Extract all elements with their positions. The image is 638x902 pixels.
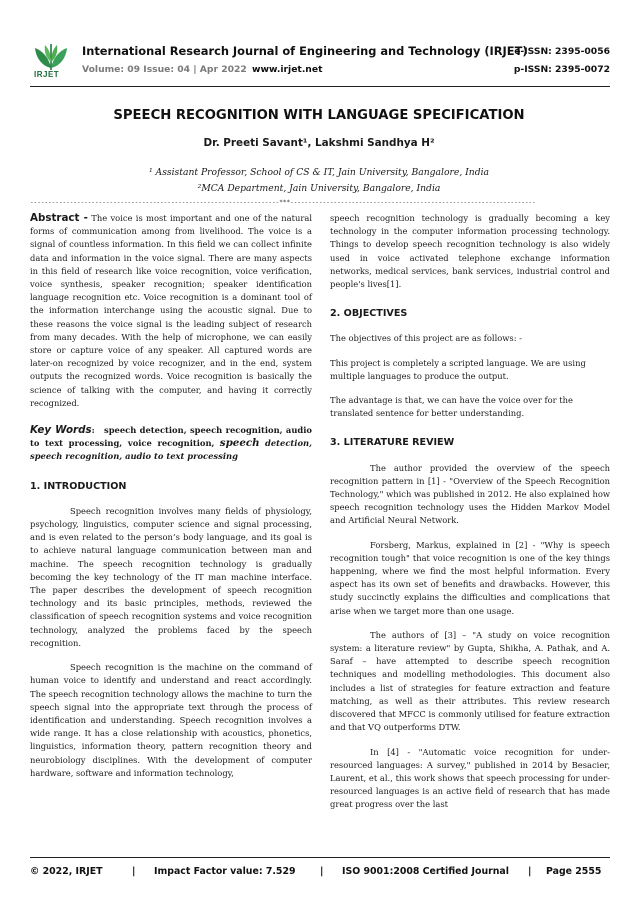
affiliation-1: ¹ Assistant Professor, School of CS & IT, Jain University, Bangalore, India — [148, 167, 490, 178]
header-rule — [30, 86, 610, 87]
abstract-heading: Abstract - — [30, 212, 88, 224]
footer-rule — [30, 857, 610, 858]
footer-iso: ISO 9001:2008 Certified Journal — [342, 866, 509, 877]
paper-title: SPEECH RECOGNITION WITH LANGUAGE SPECIFICATION — [113, 108, 525, 123]
paper-authors: Dr. Preeti Savant¹, Lakshmi Sandhya H² — [203, 137, 435, 149]
footer-divider: | — [320, 866, 324, 877]
literature-paragraph-4: In [4] - "Automatic voice recognition for under-resourced languages: A survey," published in 2014 by Besacier, Laurent, et al., this work shows that speech processing for under-resourced languages is an active field of research that has made great progress over the last — [330, 746, 610, 810]
leaf-icon — [30, 42, 72, 72]
literature-heading: 3. LITERATURE REVIEW — [330, 437, 455, 449]
footer-impact-factor: Impact Factor value: 7.529 — [154, 866, 296, 877]
logo-text: IRJET — [34, 70, 60, 79]
journal-website[interactable]: www.irjet.net — [252, 64, 323, 75]
intro-paragraph-2: Speech recognition is the machine on the command of human voice to identify and understand and react accordingly. The speech recognition technology allows the machine to turn the speech signal into the appropriate text through the process of identification and understanding. Speech recognition involves a wide range. It has a close relationship with acoustics, phonetics, linguistics, information theory, pattern recognition theory and neurobiology disciplines. With the development of computer hardware, software and information technology, — [30, 662, 312, 778]
keywords-italic-lead: speech — [219, 437, 260, 450]
keywords-list: speech detection, speech recognition, audio to text processing, voice recognition, — [30, 425, 312, 449]
journal-name: International Research Journal of Engineering and Technology (IRJET) — [82, 44, 528, 58]
keywords-heading: Key Words — [30, 424, 92, 437]
abstract — [30, 212, 312, 410]
objectives-paragraph-2: This project is completely a scripted language. We are using multiple languages to produce the output. — [330, 357, 586, 381]
footer-divider: | — [528, 866, 532, 877]
abstract-text: The voice is most important and one of the natural forms of communication among from livelihood. The voice is a signal of countless information. In this field we can collect infinite data and information in the voice signal. There are many aspects in this field of research like voice recognition, voice verification, voice synthesis, speaker recognition; speaker identification language recognition etc. Voice recognition is a dominant tool of the information interchange using the acoustic signal. Due to these reasons the voice signal is the leading subject of research from many decades. With the help of microphone, we can easily store or capture voice of any speaker. All captured words are later-on recognized by voice recognizer, and in the end, system outputs the recognized words. Voice recognition is basically the science of talking with the computer, and having it correctly recognized. — [30, 213, 312, 408]
intro-paragraph-1: Speech recognition involves many fields of physiology, psychology, linguistics, computer science and signal processing, and is even related to the person’s body language, and its goal is to achieve natural language communication between man and machine. The speech recognition technology is gradually becoming the key technology of the IT man machine interface. The paper describes the development of speech recognition technology and its basic principles, methods, reviewed the classification of speech recognition systems and voice recognition technology, analyzed the problems faced by the speech recognition. — [30, 505, 312, 648]
intro-paragraph-2-continued: speech recognition technology is gradually becoming a key technology in the computer information processing technology. Things to develop speech recognition technology is also widely used in voice activated telephone exchange information networks, medical services, bank services, industrial control and people's lives[1]. — [330, 213, 610, 290]
left-column — [30, 212, 312, 791]
objectives-heading: 2. OBJECTIVES — [330, 308, 408, 320]
affiliation-2: ²MCA Department, Jain University, Bangalore, India — [197, 183, 441, 194]
objectives-paragraph-1: The objectives of this project are as follows: - — [330, 333, 522, 344]
footer-divider: | — [132, 866, 136, 877]
journal-header — [30, 42, 610, 82]
footer-page-number: Page 2555 — [546, 866, 602, 877]
literature-paragraph-2: Forsberg, Markus, explained in [2] - "Why is speech recognition tough" that voice recognition is one of the key things happening, where we find the most helpful information. Every aspect has its own set of benefits and drawbacks. However, this study succinctly explains the difficulties and complications that arise when we target more than one usage. — [330, 539, 610, 616]
objectives-paragraph-3: The advantage is that, we can have the voice over for the translated sentence for better understanding. — [330, 395, 573, 419]
right-column — [330, 212, 610, 823]
footer-copyright: © 2022, IRJET — [30, 866, 103, 877]
irjet-logo — [30, 42, 72, 82]
intro-heading: 1. INTRODUCTION — [30, 480, 127, 492]
section-separator: ---------------------------------------------------------------------***-------------------------------------------------------------------- — [30, 199, 536, 206]
e-issn: e-ISSN: 2395-0056 — [514, 46, 610, 57]
literature-paragraph-1: The author provided the overview of the speech recognition pattern in [1] - "Overview of the Speech Recognition Technology," which was published in 2012. He also explained how speech recognition technology uses the Hidden Markov Model and Artificial Neural Network. — [330, 462, 610, 526]
issue-info: Volume: 09 Issue: 04 | Apr 2022 — [82, 64, 247, 75]
keywords: Key Words: speech detection, speech recognition, audio to text processing, voice recognition, speech detection, speech recognition, audio to text processing — [30, 424, 312, 462]
literature-paragraph-3: The authors of [3] – "A study on voice recognition system: a literature review" by Gupta, Shikha, A. Pathak, and A. Saraf – have attempted to describe speech recognition techniques and modelling methodologies. This document also includes a list of strategies for feature extraction and feature matching, as well as their attributes. This review research discovered that MFCC is commonly utilised for feature extraction and that VQ outperforms DTW. — [330, 629, 610, 733]
p-issn: p-ISSN: 2395-0072 — [513, 64, 610, 75]
keywords-italic: detection, speech recognition, audio to text processing — [30, 438, 312, 462]
